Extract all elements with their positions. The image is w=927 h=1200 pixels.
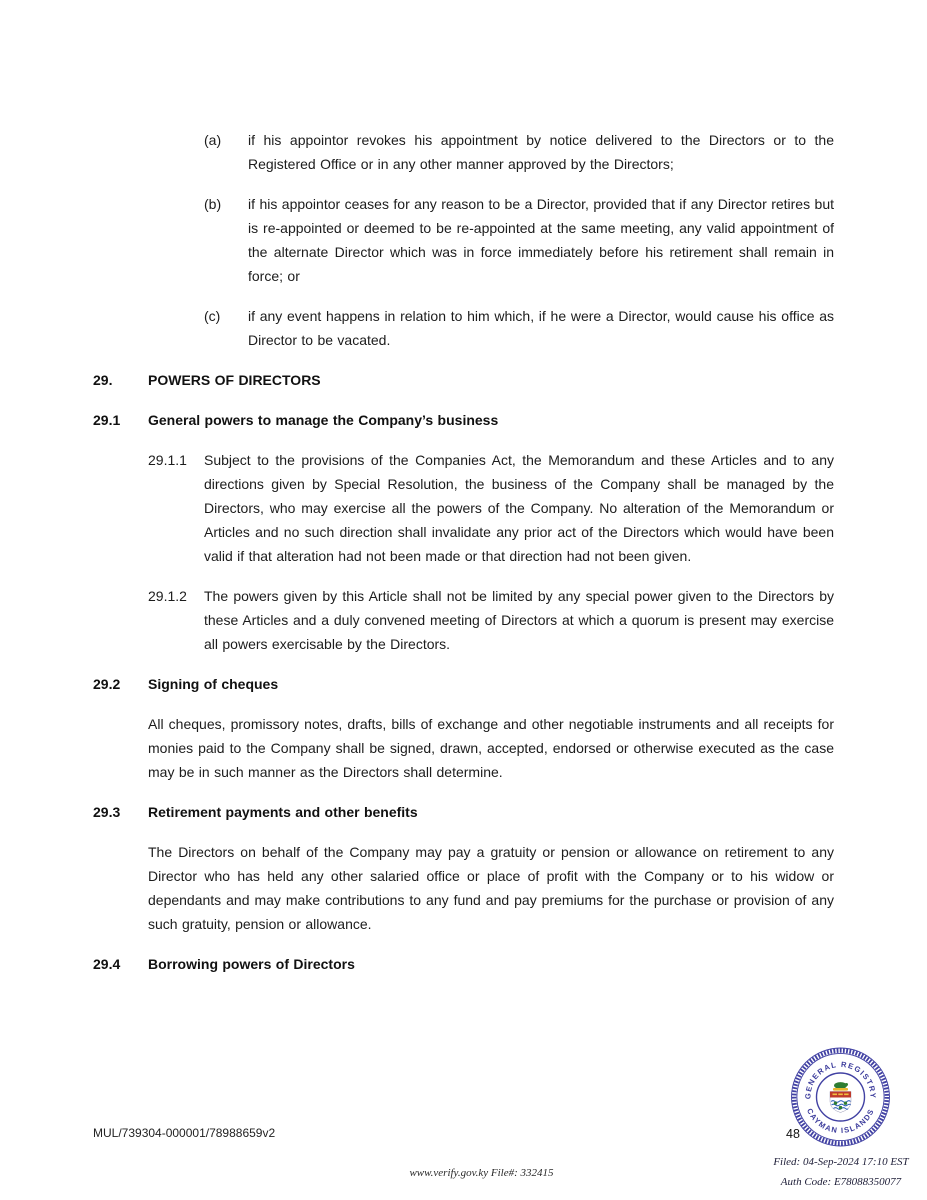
subsection-number: 29.2 (93, 676, 121, 692)
subsection-title: Borrowing powers of Directors (148, 956, 355, 972)
clause-text: Subject to the provisions of the Companies Act, the Memorandum and these Articles and to any directions given by Special Resolution, the business of the Company shall be managed by the Directors, who may exercise all the powers of the Company. No alteration of the Memorandum or Articles and no such direction shall invalidate any prior act of the Directors which would have been valid if that alteration had not been made or that direction had not been given. (204, 452, 834, 564)
clause-text: The powers given by this Article shall not be limited by any special power given to the Directors by these Articles and a duly convened meeting of Directors at which a quorum is present may exercise all powers exercisable by the Directors. (204, 588, 834, 652)
clause-text: if his appointor revokes his appointment by notice delivered to the Directors or to the Registered Office or in any other manner approved by the Directors; (248, 132, 834, 172)
subsection-title: Retirement payments and other benefits (148, 804, 418, 820)
clause-text: if his appointor ceases for any reason to be a Director, provided that if any Director retires but is re-appointed or deemed to be re-appointed at the same meeting, any valid appointment of the alternate Director which was in force immediately before his retirement shall remain in force; or (248, 196, 834, 284)
section-heading-29 (93, 368, 834, 392)
clause-text: if any event happens in relation to him which, if he were a Director, would cause his office as Director to be vacated. (248, 308, 834, 348)
seal-top-text: GENERAL REGISTRY (803, 1059, 878, 1100)
filing-stamp (756, 1152, 926, 1192)
clause-item-c (204, 304, 834, 352)
clause-item-b (204, 192, 834, 288)
subsection-heading-29-1 (93, 408, 834, 432)
clause-29-1-2 (148, 584, 834, 656)
clause-label: (c) (204, 308, 221, 324)
general-registry-seal-icon (790, 1044, 891, 1150)
section-title: POWERS OF DIRECTORS (148, 372, 321, 388)
document-reference: MUL/739304-000001/78988659v2 (93, 1126, 276, 1140)
auth-code-line: Auth Code: E78088350077 (780, 1176, 902, 1188)
filed-date-line: Filed: 04-Sep-2024 17:10 EST (773, 1156, 909, 1168)
document-body (93, 128, 834, 992)
subsection-title: Signing of cheques (148, 676, 279, 692)
paragraph-29-2: All cheques, promissory notes, drafts, bills of exchange and other negotiable instruments and all receipts for monies paid to the Company shall be signed, drawn, accepted, endorsed or otherwise executed as the case may be in such manner as the Directors shall determine. (148, 716, 834, 780)
seal-bottom-text: CAYMAN ISLANDS (804, 1106, 877, 1136)
subsection-number: 29.4 (93, 956, 121, 972)
subsection-heading-29-3 (93, 800, 834, 824)
clause-label: (b) (204, 196, 222, 212)
section-number: 29. (93, 372, 113, 388)
clause-item-a (204, 128, 834, 176)
clause-label: (a) (204, 132, 222, 148)
subsection-number: 29.3 (93, 804, 121, 820)
clause-number: 29.1.2 (148, 588, 187, 604)
clause-number: 29.1.1 (148, 452, 187, 468)
subsection-heading-29-2 (93, 672, 834, 696)
subsection-heading-29-4 (93, 952, 834, 976)
verify-url-line: www.verify.gov.ky File#: 332415 (409, 1167, 554, 1179)
cayman-coat-of-arms-icon (830, 1082, 851, 1112)
subsection-number: 29.1 (93, 412, 121, 428)
paragraph-29-3: The Directors on behalf of the Company may pay a gratuity or pension or allowance on retirement to any Director who has held any other salaried office or place of profit with the Company or to his widow or dependants and may make contributions to any fund and pay premiums for the purchase or provision of any such gratuity, pension or allowance. (148, 844, 834, 932)
clause-29-1-1 (148, 448, 834, 568)
page-number: 48 (786, 1127, 800, 1141)
subsection-title: General powers to manage the Company’s business (148, 412, 499, 428)
